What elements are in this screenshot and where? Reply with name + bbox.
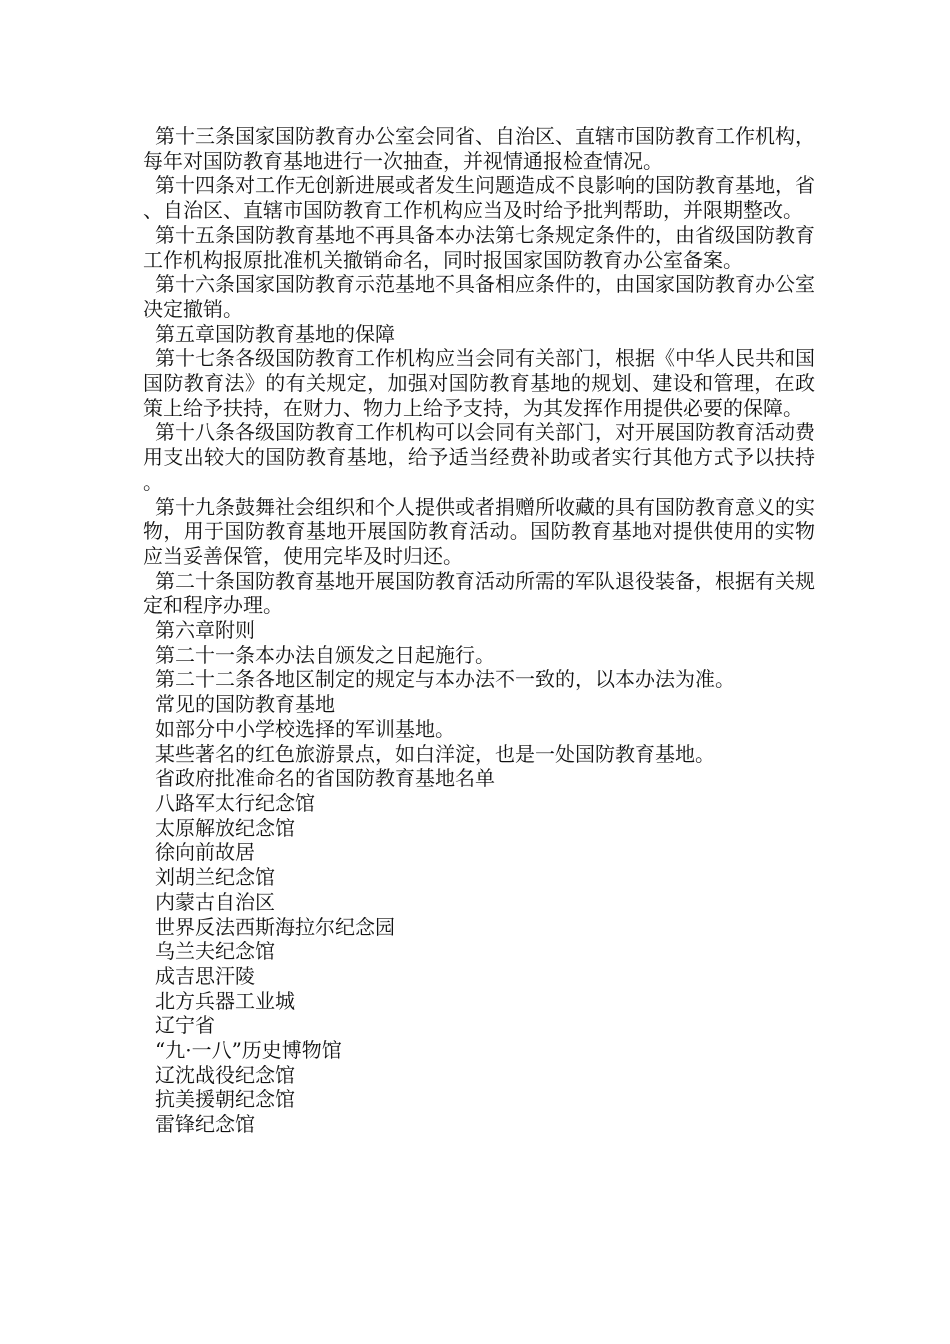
article-19: 第十九条鼓舞社会组织和个人提供或者捐赠所收藏的具有国防教育意义的实物，用于国防教育基地开展国防教育活动。国防教育基地对提供使用的实物应当妥善保管，使用完毕及时归还。 [143,494,815,568]
list-item: 辽沈战役纪念馆 [155,1062,295,1087]
list-item: 刘胡兰纪念馆 [155,865,275,890]
article-17: 第十七条各级国防教育工作机构应当会同有关部门，根据《中华人民共和国国防教育法》的有关规定，加强对国防教育基地的规划、建设和管理，在政策上给予扶持，在财力、物力上给予支持，为其发挥作用提供必要的保障。 [143,346,815,420]
article-15: 第十五条国防教育基地不再具备本办法第七条规定条件的，由省级国防教育工作机构报原批准机关撤销命名，同时报国家国防教育办公室备案。 [143,222,815,272]
list-item: 八路军太行纪念馆 [155,790,315,815]
list-item: “九·一八”历史博物馆 [155,1038,342,1063]
article-14: 第十四条对工作无创新进展或者发生问题造成不良影响的国防教育基地，省、自治区、直辖市国防教育工作机构应当及时给予批判帮助，并限期整改。 [143,173,815,223]
list-item: 雷锋纪念馆 [155,1112,255,1137]
article-13: 第十三条国家国防教育办公室会同省、自治区、直辖市国防教育工作机构，每年对国防教育基地进行一次抽查，并视情通报检查情况。 [143,124,815,173]
article-18: 第十八条各级国防教育工作机构可以会同有关部门，对开展国防教育活动费用支出较大的国防教育基地，给予适当经费补助或者实行其他方式予以扶持。 [143,420,815,494]
list-item: 乌兰夫纪念馆 [155,939,275,964]
article-20: 第二十条国防教育基地开展国防教育活动所需的军队退役装备，根据有关规定和程序办理。 [143,568,815,618]
list-region-heading: 辽宁省 [155,1013,215,1038]
list-heading-provincial-bases: 省政府批准命名的省国防教育基地名单 [155,766,495,791]
section-heading-common-bases: 常见的国防教育基地 [155,692,335,717]
article-16: 第十六条国家国防教育示范基地不具备相应条件的，由国家国防教育办公室决定撤销。 [143,272,815,321]
list-item: 成吉思汗陵 [155,963,255,988]
list-region-heading: 内蒙古自治区 [155,889,275,914]
article-22: 第二十二条各地区制定的规定与本办法不一致的，以本办法为准。 [155,667,735,692]
article-21: 第二十一条本办法自颁发之日起施行。 [155,642,495,667]
chapter-5-heading: 第五章国防教育基地的保障 [155,321,395,346]
list-item: 北方兵器工业城 [155,988,295,1013]
list-item: 抗美援朝纪念馆 [155,1087,295,1112]
document-body [143,124,815,1137]
paragraph-military-training: 如部分中小学校选择的军训基地。 [155,716,455,741]
list-item: 太原解放纪念馆 [155,815,295,840]
list-item: 世界反法西斯海拉尔纪念园 [155,914,395,939]
chapter-6-heading: 第六章附则 [155,618,255,643]
paragraph-red-tourism: 某些著名的红色旅游景点，如白洋淀，也是一处国防教育基地。 [155,741,715,766]
list-item: 徐向前故居 [155,840,255,865]
